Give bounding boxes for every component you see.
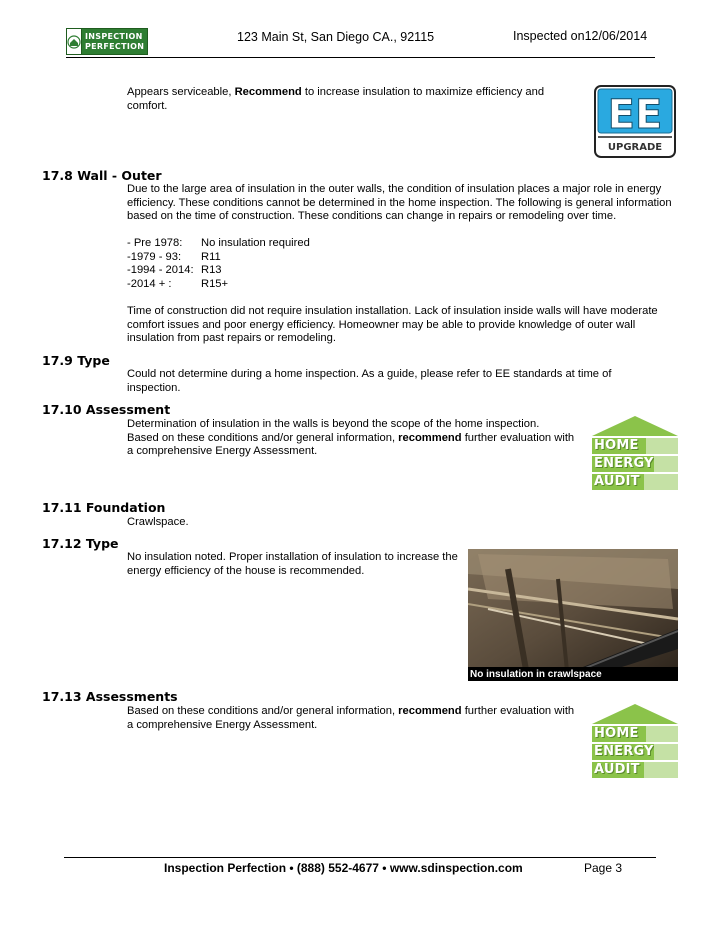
hea-fill <box>654 456 678 472</box>
hea-line1: HOME <box>592 726 646 742</box>
section-title-assessments: 17.13 Assessments <box>42 689 178 704</box>
type2-text: No insulation noted. Proper installation of insulation to increase the energy efficiency of the house is recommended. <box>127 551 458 577</box>
hea-line3: AUDIT <box>592 474 644 490</box>
assessment-text-post: further evaluation with a comprehensive Energy Assessment. <box>127 431 575 458</box>
header-divider <box>66 57 655 58</box>
spec-value: R13 <box>201 264 222 277</box>
hea-row <box>592 744 678 760</box>
ee-badge-label: UPGRADE <box>607 142 663 153</box>
spec-row <box>127 278 427 292</box>
intro-paragraph <box>127 86 582 113</box>
hea-row <box>592 474 678 490</box>
section-title-assessment: 17.10 Assessment <box>42 402 171 417</box>
crawlspace-photo <box>468 549 678 681</box>
spec-row <box>127 237 427 251</box>
spec-row <box>127 264 427 278</box>
assessment-paragraph <box>127 418 582 459</box>
hea-row <box>592 726 678 742</box>
hea-fill <box>644 762 678 778</box>
hea-fill <box>646 726 678 742</box>
header-address: 123 Main St, San Diego CA., 92115 <box>237 30 435 44</box>
crawlspace-photo-image <box>468 549 678 681</box>
spec-key: - Pre 1978: <box>127 237 183 249</box>
assessments-text-bold: recommend <box>398 705 462 717</box>
hea-row <box>592 762 678 778</box>
assessments-text-pre: Based on these conditions and/or general information, <box>127 705 399 717</box>
foundation-text: Crawlspace. <box>127 516 189 528</box>
section-title-type-2: 17.12 Type <box>42 536 119 551</box>
spec-key: -2014 + : <box>127 277 172 290</box>
wall-outer-para1: Due to the large area of insulation in the outer walls, the condition of insulation places a major role in energy efficiency. These conditions cannot be determined in the home inspection. The following is general information based on the time of construction. These conditions can change in repairs or remodeling over time. <box>127 183 672 223</box>
ee-badge-letters: EE <box>607 92 663 138</box>
header-inspection-date: Inspected on12/06/2014 <box>513 29 648 43</box>
spec-key: -1994 - 2014: <box>127 264 194 277</box>
hea-line3: AUDIT <box>592 762 644 778</box>
spec-row <box>127 251 427 265</box>
assessment-text-bold: recommend <box>398 431 462 444</box>
hea-line2: ENERGY <box>594 744 654 759</box>
section-title-type: 17.9 Type <box>42 353 110 368</box>
section-title-foundation: 17.11 Foundation <box>42 500 166 515</box>
logo-text-line1: INSPECTION <box>85 31 143 41</box>
assessment-text-pre: Based on these conditions and/or general information, <box>127 431 399 444</box>
logo-text-line2: PERFECTION <box>85 41 145 51</box>
wall-outer-para2: Time of construction did not require insulation installation. Lack of insulation inside walls will have moderate comfort issues and poor energy efficiency. Homeowner may be able to provide knowledge of outer wall insulation from past repairs or remodeling. <box>127 305 658 345</box>
roof-icon <box>592 416 678 436</box>
intro-text-bold: Recommend <box>234 86 302 98</box>
ee-upgrade-badge <box>594 85 676 158</box>
spec-value: R11 <box>201 250 221 263</box>
company-logo <box>66 28 148 55</box>
wall-outer-spec-list <box>127 237 427 291</box>
assessments-paragraph <box>127 705 582 732</box>
type-text: Could not determine during a home inspection. As a guide, please refer to EE standards at time of inspection. <box>127 368 612 394</box>
footer-divider <box>64 857 656 858</box>
home-energy-audit-badge <box>592 704 678 778</box>
intro-text-post: to increase insulation to maximize efficiency and comfort. <box>127 86 545 112</box>
spec-value: R15+ <box>201 277 229 290</box>
intro-text-pre: Appears serviceable, <box>127 86 235 98</box>
hea-fill <box>646 438 678 454</box>
footer-contact: Inspection Perfection • (888) 552-4677 • www.sdinspection.com <box>164 861 523 875</box>
house-emblem-icon <box>67 29 82 54</box>
section-title-wall-outer: 17.8 Wall - Outer <box>42 168 162 183</box>
photo-caption: No insulation in crawlspace <box>470 669 602 680</box>
spec-key: -1979 - 93: <box>127 250 182 263</box>
hea-line2: ENERGY <box>594 456 654 471</box>
hea-fill <box>654 744 678 760</box>
page-number: Page 3 <box>584 861 623 875</box>
assessment-line1: Determination of insulation in the walls is beyond the scope of the home inspection. <box>127 418 540 430</box>
assessments-text-post: further evaluation with a comprehensive Energy Assessment. <box>127 705 575 731</box>
hea-row <box>592 456 678 472</box>
hea-line1: HOME <box>592 438 646 454</box>
hea-fill <box>644 474 678 490</box>
home-energy-audit-badge <box>592 416 678 490</box>
roof-icon <box>592 704 678 724</box>
spec-value: No insulation required <box>201 237 310 249</box>
hea-row <box>592 438 678 454</box>
